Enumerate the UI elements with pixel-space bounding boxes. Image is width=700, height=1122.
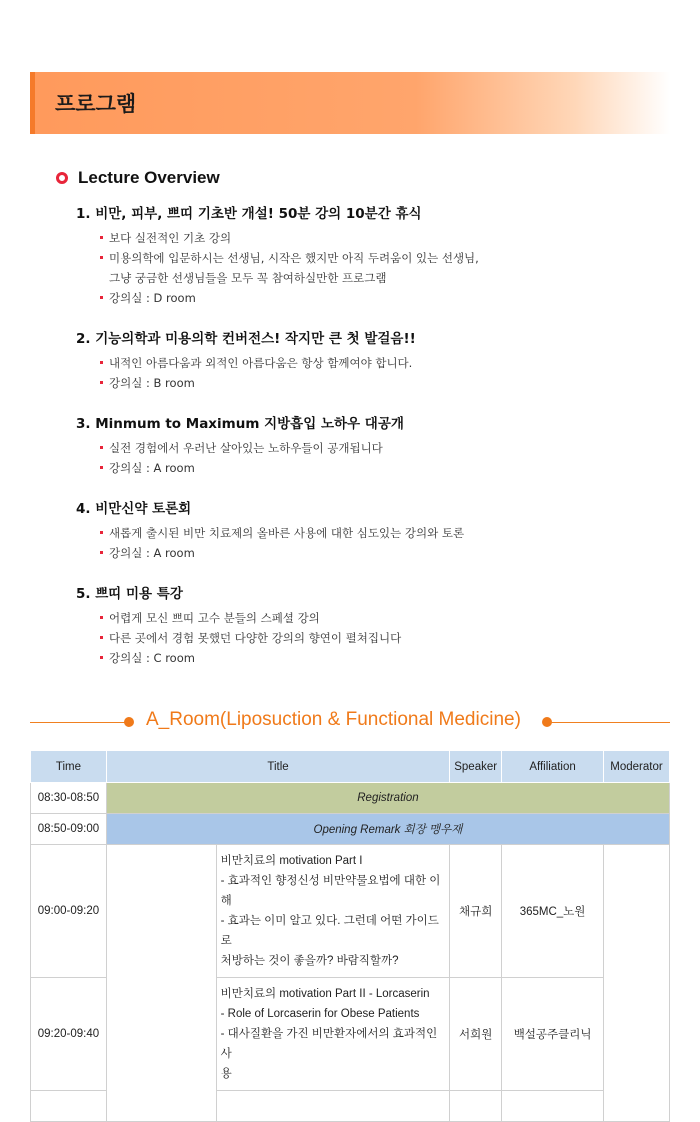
lecture-bullet: 다른 곳에서 경험 못했던 다양한 강의의 향연이 펼쳐집니다 <box>100 628 401 648</box>
time-cell: 09:00-09:20 <box>31 845 107 978</box>
time-cell: 08:50-09:00 <box>31 814 107 845</box>
lecture-heading: 3. Minmum to Maximum 지방흡입 노하우 대공개 <box>76 416 404 432</box>
overview-section-title <box>56 168 220 188</box>
col-header-time: Time <box>31 751 107 783</box>
lecture-bullet: 내적인 아름다움과 외적인 아름다움은 항상 함께여야 합니다. <box>100 353 416 373</box>
lecture-bullet: 강의실 : B room <box>100 373 416 393</box>
time-cell: 09:20-09:40 <box>31 978 107 1091</box>
lecture-bullet: 새롭게 출시된 비만 치료제의 올바른 사용에 대한 심도있는 강의와 토론 <box>100 523 464 543</box>
divider-line-left <box>30 722 126 723</box>
lecture-bullet-continuation: 그냥 궁금한 선생님들을 모두 꼭 참여하실만한 프로그램 <box>109 271 387 285</box>
lecture-item-5 <box>76 584 401 668</box>
table-row <box>31 783 670 814</box>
page-header-bar <box>30 72 670 134</box>
speaker-cell: 채규희 <box>450 845 502 978</box>
ring-bullet-icon <box>56 172 68 184</box>
schedule-table <box>30 750 670 1122</box>
room-title-text: A_Room(Liposuction & Functional Medicine) <box>146 709 521 730</box>
opening-remark-cell: Opening Remark 회장 맹우재 <box>106 814 669 845</box>
page-title: 프로그램 <box>55 92 137 116</box>
lecture-bullet: 강의실 : D room <box>100 288 479 308</box>
title-line: - Role of Lorcaserin for Obese Patients <box>220 1008 420 1020</box>
title-line: 비만치료의 motivation Part II - Lorcaserin <box>220 988 430 1000</box>
time-cell <box>31 1091 107 1122</box>
time-cell: 08:30-08:50 <box>31 783 107 814</box>
title-line: - 효과적인 향정신성 비만약물요법에 대한 이해 <box>220 875 441 907</box>
lecture-item-2 <box>76 329 416 393</box>
lecture-item-3 <box>76 414 404 478</box>
lecture-bullet: 강의실 : C room <box>100 648 401 668</box>
title-line: - 대사질환을 가진 비만환자에서의 효과적인 사 <box>220 1028 438 1060</box>
table-row <box>31 814 670 845</box>
affiliation-cell: 백설공주클리닉 <box>502 978 604 1091</box>
title-line: - 효과는 이미 알고 있다. 그런데 어떤 가이드로 <box>220 915 439 947</box>
lecture-bullet: 보다 실전적인 기초 강의 <box>100 228 479 248</box>
affiliation-cell <box>502 1091 604 1122</box>
speaker-cell <box>450 1091 502 1122</box>
affiliation-cell: 365MC_노원 <box>502 845 604 978</box>
lecture-bullet: 강의실 : A room <box>100 543 464 563</box>
title-line: 용 <box>220 1068 232 1080</box>
session-cell <box>106 845 216 1122</box>
col-header-title: Title <box>106 751 449 783</box>
col-header-speaker: Speaker <box>450 751 502 783</box>
overview-title-text: Lecture Overview <box>78 168 220 187</box>
title-line: 비만치료의 motivation Part I <box>220 855 363 867</box>
lecture-heading: 2. 기능의학과 미용의학 컨버전스! 작지만 큰 첫 발걸음!! <box>76 331 416 347</box>
moderator-cell <box>604 845 670 1122</box>
lecture-heading: 4. 비만신약 토론회 <box>76 501 192 517</box>
lecture-bullet: 어렵게 모신 쁘띠 고수 분들의 스페셜 강의 <box>100 608 401 628</box>
speaker-cell: 서희원 <box>450 978 502 1091</box>
col-header-affiliation: Affiliation <box>502 751 604 783</box>
lecture-bullet: 미용의학에 입문하시는 선생님, 시작은 했지만 아직 두려움이 있는 선생님, <box>100 248 479 268</box>
lecture-heading: 1. 비만, 피부, 쁘띠 기초반 개설! 50분 강의 10분간 휴식 <box>76 206 422 222</box>
title-cell <box>216 978 450 1091</box>
registration-cell: Registration <box>106 783 669 814</box>
table-row <box>31 845 670 978</box>
divider-line-right <box>550 722 670 723</box>
col-header-moderator: Moderator <box>604 751 670 783</box>
title-cell <box>216 845 450 978</box>
title-line: 처방하는 것이 좋을까? 바람직할까? <box>220 955 399 967</box>
lecture-bullet: 실전 경험에서 우러난 살아있는 노하우들이 공개됩니다 <box>100 438 404 458</box>
lecture-bullet: 강의실 : A room <box>100 458 404 478</box>
lecture-item-1 <box>76 204 479 308</box>
lecture-heading: 5. 쁘띠 미용 특강 <box>76 586 183 602</box>
lecture-item-4 <box>76 499 464 563</box>
title-cell <box>216 1091 450 1122</box>
room-section-title <box>30 707 670 737</box>
table-header-row <box>31 751 670 783</box>
dot-left-icon <box>124 717 134 727</box>
